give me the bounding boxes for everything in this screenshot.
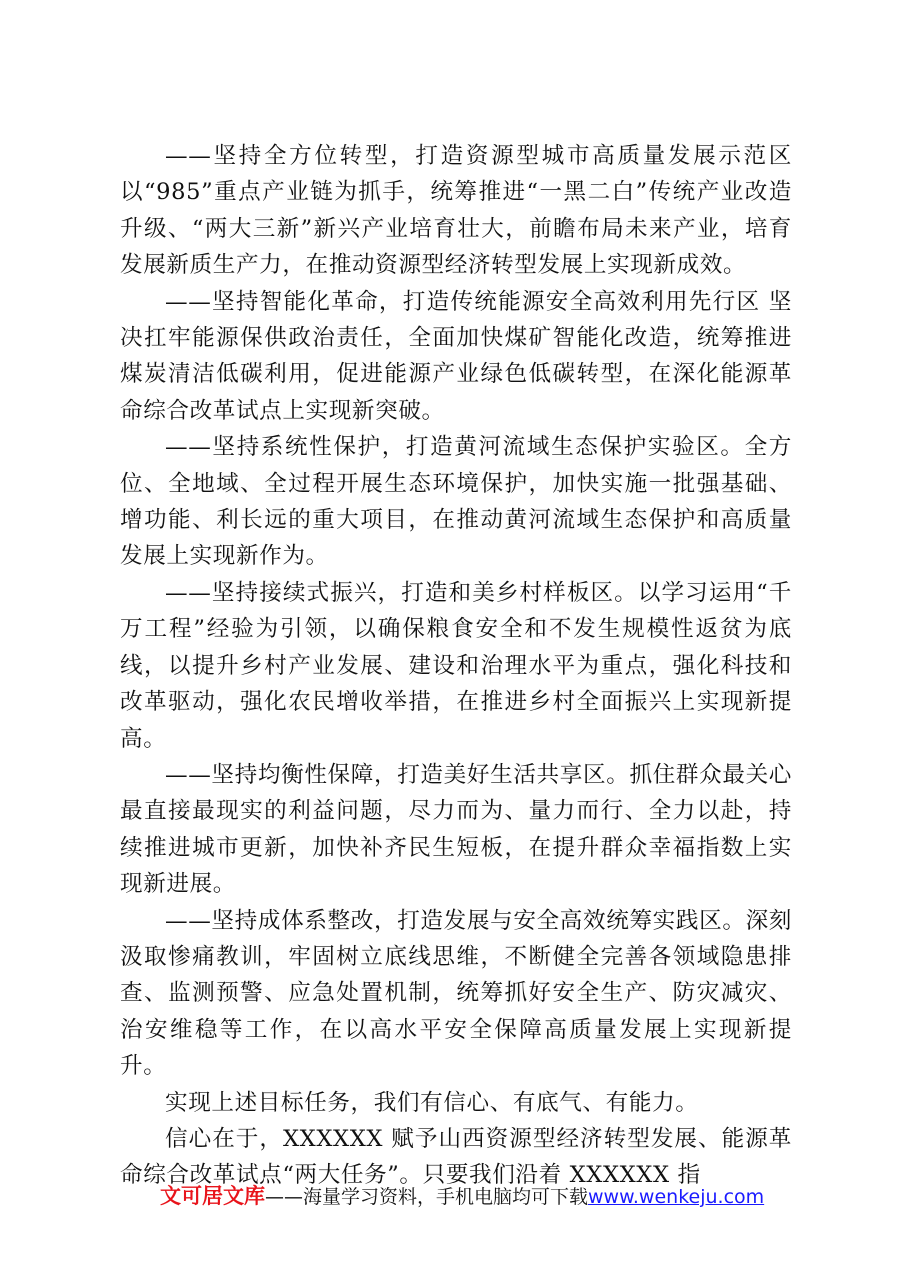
paragraph: ——坚持系统性保护，打造黄河流域生态保护实验区。全方位、全地域、全过程开展生态环境保护，加快实施一批强基础、增功能、利长远的重大项目，在推动黄河流域生态保护和高质量发展上实现新作为。 <box>120 434 792 570</box>
paragraph: ——坚持接续式振兴，打造和美乡村样板区。以学习运用“千万工程”经验为引领，以确保粮食安全和不发生规模性返贫为底线，以提升乡村产业发展、建设和治理水平为重点，强化科技和改革驱动，强化农民增收举措，在推进乡村全面振兴上实现新提高。 <box>120 579 792 752</box>
document-body <box>120 138 792 1194</box>
paragraph: ——坚持智能化革命，打造传统能源安全高效利用先行区 坚决扛牢能源保供政治责任，全面加快煤矿智能化改造，统筹推进煤炭清洁低碳利用，促进能源产业绿色低碳转型，在深化能源革命综合改革试点上实现新突破。 <box>120 288 792 424</box>
footer-url-link[interactable]: www.wenkeju.com <box>588 1186 765 1208</box>
paragraph: 信心在于，XXXXXX 赋予山西资源型经济转型发展、能源革命综合改革试点“两大任务”。只要我们沿着 XXXXXX 指 <box>120 1125 792 1189</box>
paragraph: ——坚持全方位转型，打造资源型城市高质量发展示范区 以“985”重点产业链为抓手，统筹推进“一黑二白”传统产业改造升级、“两大三新”新兴产业培育壮大，前瞻布局未来产业，培育发展新质生产力，在推动资源型经济转型发展上实现新成效。 <box>120 143 792 279</box>
footer-banner <box>160 1180 800 1210</box>
footer-tagline: ——海量学习资料，手机电脑均可下载 <box>265 1186 589 1208</box>
paragraph: ——坚持成体系整改，打造发展与安全高效统筹实践区。深刻汲取惨痛教训，牢固树立底线思维，不断健全完善各领域隐患排查、监测预警、应急处置机制，统筹抓好安全生产、防灾减灾、治安维稳等工作，在以高水平安全保障高质量发展上实现新提升。 <box>120 907 792 1080</box>
footer-brand: 文可居文库 <box>160 1184 265 1208</box>
paragraph: ——坚持均衡性保障，打造美好生活共享区。抓住群众最关心最直接最现实的利益问题，尽力而为、量力而行、全力以赴，持续推进城市更新，加快补齐民生短板，在提升群众幸福指数上实现新进展。 <box>120 761 792 898</box>
paragraph: 实现上述目标任务，我们有信心、有底气、有能力。 <box>165 1089 699 1116</box>
